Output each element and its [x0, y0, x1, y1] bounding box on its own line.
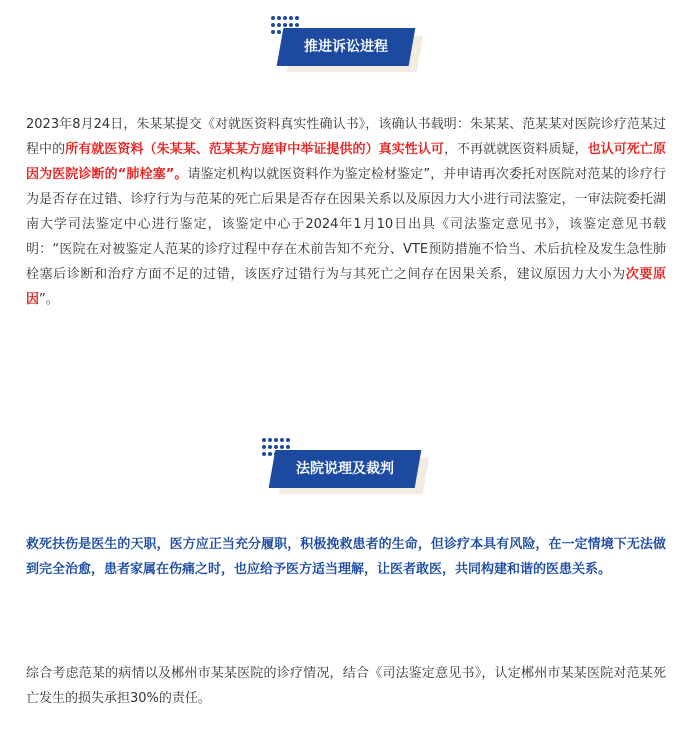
section-title-banner [277, 28, 416, 66]
highlight-red: 也认可死亡原因为医院诊断的“肺栓塞”。 [26, 142, 666, 182]
highlight-red: 所有就医资料（朱某某、范某某方庭审中举证提供的）真实性认可 [65, 142, 444, 157]
paragraph-case-progress [26, 112, 666, 312]
text-segment: ”。 [39, 292, 59, 307]
section-title: 推进诉讼进程 [304, 39, 388, 55]
paragraph-doctor-patient: 救死扶伤是医生的天职，医方应正当充分履职，积极挽救患者的生命，但诊疗本具有风险，在一定情境下无法做到完全治愈，患者家属在伤痛之时，也应给予医方适当理解，让医者敢医，共同构建和谐的医患关系。 [26, 537, 666, 577]
paragraph-judgment: 综合考虑范某的病情以及郴州市某某医院的诊疗情况，结合《司法鉴定意见书》，认定郴州市某某医院对范某死亡发生的损失承担30%的责任。 [26, 666, 666, 706]
highlight-red: 次要原因 [26, 267, 666, 307]
section-title: 法院说理及裁判 [296, 461, 394, 477]
text-segment: 2023年8月24日，朱某某提交《对就医资料真实性确认书》，该确认书载明：朱某某、范某某对医院诊疗范某过程中的 [26, 117, 666, 157]
text-segment: 请鉴定机构以就医资料作为鉴定检材鉴定”，并申请再次委托对医院对范某的诊疗行为是否存在过错、诊疗行为与范某的死亡后果是否存在因果关系以及原因力大小进行司法鉴定，一审法院委托湖南大学司法鉴定中心进行鉴定，该鉴定中心于2024年1月10日出具《司法鉴定意见书》，该鉴定意见书载明：“医院在对被鉴定人范某的诊疗过程中存在术前告知不充分、VTE预防措施不恰当、术后抗栓及发生急性肺栓塞后诊断和治疗方面不足的过错，该医疗过错行为与其死亡之间存在因果关系，建议原因力大小为 [26, 167, 666, 282]
section-title-banner [269, 450, 422, 488]
text-segment: ，不再就就医资料质疑， [443, 142, 588, 157]
